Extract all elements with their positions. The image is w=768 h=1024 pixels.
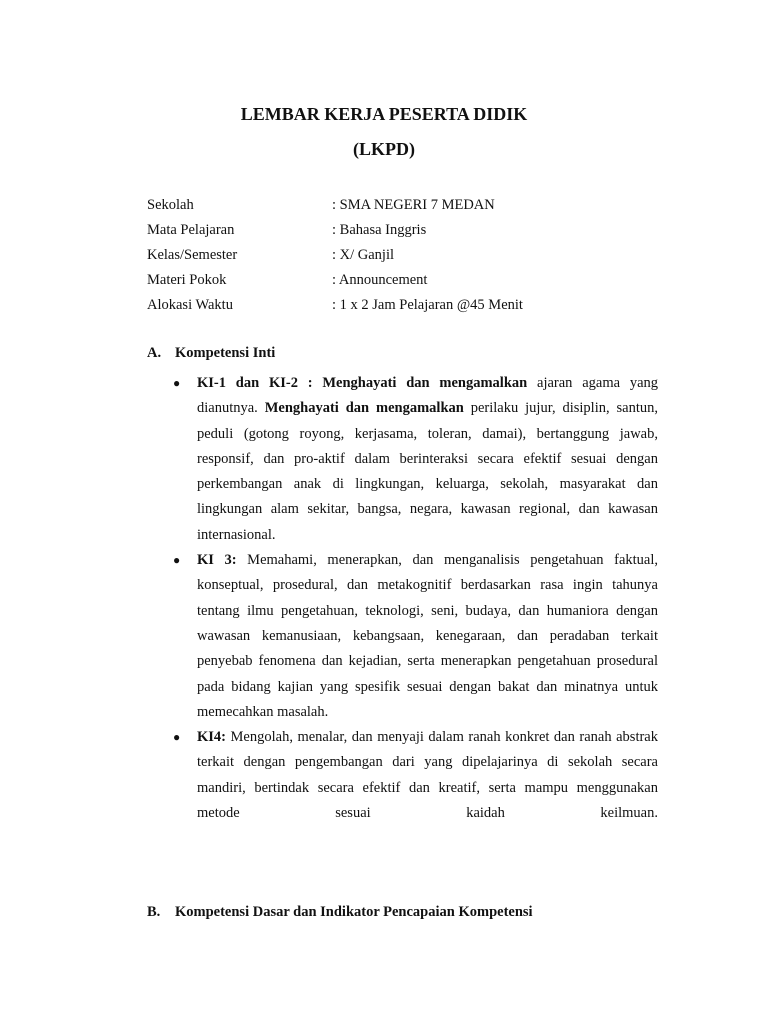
bullet-icon: ● — [173, 730, 181, 745]
list-item-ki4 — [173, 725, 658, 826]
info-label: Kelas/Semester — [147, 247, 238, 263]
section-a-heading — [147, 345, 275, 362]
body-text: ajaran agama yang dianutnya. — [197, 375, 659, 417]
info-label: Sekolah — [147, 197, 194, 213]
info-row-mata-pelajaran — [147, 219, 523, 244]
bold-term: KI4: — [197, 729, 226, 746]
document-subtitle: (LKPD) — [353, 139, 415, 159]
body-text: perilaku jujur, disiplin, santun, peduli (gotong royong, kerjasama, toleran, damai), bertanggung jawab, responsif, dan pro-aktif dalam berinteraksi secara efektif sesuai dengan perkembangan anak di lingkungan, keluarga, sekolah, masyarakat dan lingkungan alam sekitar, bangsa, negara, kawasan regional, dan kawasan internasional. — [197, 400, 658, 543]
info-label: Alokasi Waktu — [147, 297, 233, 313]
info-label: Mata Pelajaran — [147, 222, 235, 238]
body-text: Memahami, menerapkan, dan menganalisis pengetahuan faktual, konseptual, prosedural, dan metakognitif berdasarkan rasa ingin tahunya tentang ilmu pengetahuan, teknologi, seni, budaya, dan humaniora dengan wawasan kemanusiaan, kebangsaan, kenegaraan, dan peradaban terkait penyebab fenomena dan kejadian, serta menerapkan pengetahuan prosedural pada bidang kajian yang spesifik sesuai dengan bakat dan minatnya untuk memecahkan masalah. — [197, 552, 659, 720]
list-item-text — [197, 725, 658, 826]
identity-table — [147, 194, 523, 319]
info-row-materi-pokok — [147, 269, 523, 294]
info-row-sekolah — [147, 194, 523, 219]
section-title: Kompetensi Dasar dan Indikator Pencapaian Kompetensi — [175, 904, 533, 920]
section-b-heading — [147, 904, 533, 921]
list-item-ki1-ki2 — [173, 371, 659, 548]
info-value: : 1 x 2 Jam Pelajaran @45 Menit — [332, 297, 523, 313]
info-value: : SMA NEGERI 7 MEDAN — [332, 197, 495, 213]
document-title: LEMBAR KERJA PESERTA DIDIK — [240, 104, 528, 124]
info-value: : Announcement — [332, 272, 428, 288]
bold-term: KI-1 dan KI-2 : Menghayati dan mengamalkan — [197, 375, 528, 391]
list-item-ki3 — [173, 548, 659, 725]
bold-term: Menghayati dan mengamalkan — [264, 400, 464, 417]
bullet-icon: ● — [173, 553, 181, 568]
info-label: Materi Pokok — [147, 272, 227, 288]
body-text: Mengolah, menalar, dan menyaji dalam ranah konkret dan ranah abstrak terkait dengan pengembangan dari yang dipelajarinya di sekolah secara mandiri, bertindak secara efektif dan kreatif, serta mampu menggunakan metode sesuai kaidah keilmuan. — [197, 729, 658, 822]
section-letter: B. — [147, 904, 161, 920]
list-item-text — [197, 548, 658, 725]
section-letter: A. — [147, 345, 162, 361]
section-title: Kompetensi Inti — [175, 345, 276, 361]
info-row-kelas-semester — [147, 244, 523, 269]
info-value: : Bahasa Inggris — [332, 222, 427, 238]
bold-term: KI 3: — [197, 552, 237, 569]
info-value: : X/ Ganjil — [332, 247, 395, 263]
bullet-icon: ● — [173, 376, 181, 390]
list-item-text — [197, 371, 658, 548]
info-row-alokasi-waktu — [147, 294, 523, 319]
kompetensi-inti-list — [173, 371, 659, 826]
